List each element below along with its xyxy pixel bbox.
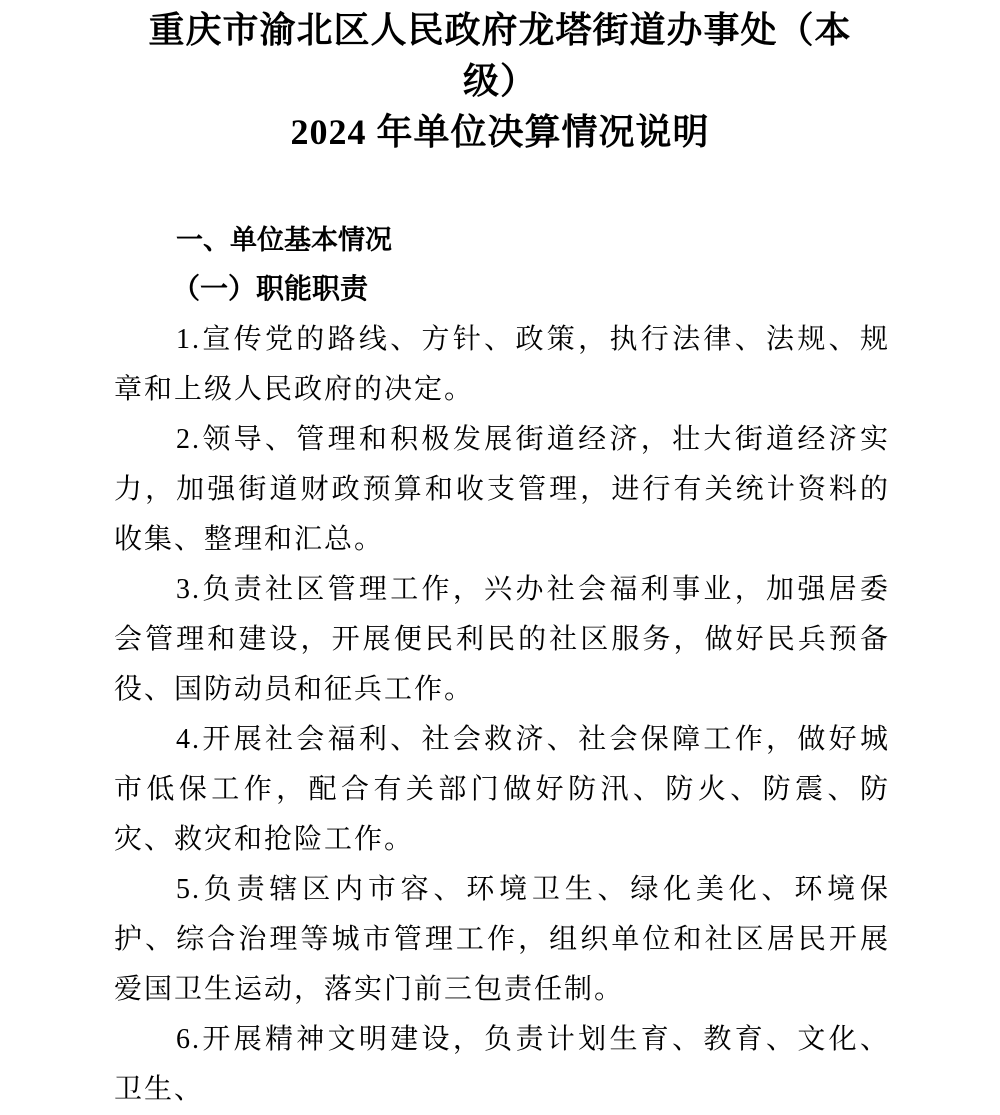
document-title [0,0,1000,158]
section-subheading: （一）职能职责 [172,274,369,305]
document-title-line-3: 2024 年单位决算情况说明 [290,112,710,152]
section-heading: 一、单位基本情况 [176,225,392,255]
paragraph: 6.开展精神文明建设，负责计划生育、教育、文化、卫生、 [114,1024,890,1105]
paragraph: 5.负责辖区内市容、环境卫生、绿化美化、环境保护、综合治理等城市管理工作，组织单位和社区居民开展爱国卫生运动，落实门前三包责任制。 [114,874,890,1005]
document-title-line-2: 级） [462,61,537,101]
paragraph: 3.负责社区管理工作，兴办社会福利事业，加强居委会管理和建设，开展便民利民的社区服务，做好民兵预备役、国防动员和征兵工作。 [114,574,890,705]
paragraph: 4.开展社会福利、社会救济、社会保障工作，做好城市低保工作，配合有关部门做好防汛、防火、防震、防灾、救灾和抢险工作。 [114,724,890,855]
body-paragraphs [114,315,890,1115]
document-title-line-1: 重庆市渝北区人民政府龙塔街道办事处（本 [148,10,852,50]
document-body [114,215,890,1115]
paragraph: 2.领导、管理和积极发展街道经济，壮大街道经济实力，加强街道财政预算和收支管理，进行有关统计资料的收集、整理和汇总。 [114,424,890,555]
paragraph: 1.宣传党的路线、方针、政策，执行法律、法规、规章和上级人民政府的决定。 [114,324,890,405]
